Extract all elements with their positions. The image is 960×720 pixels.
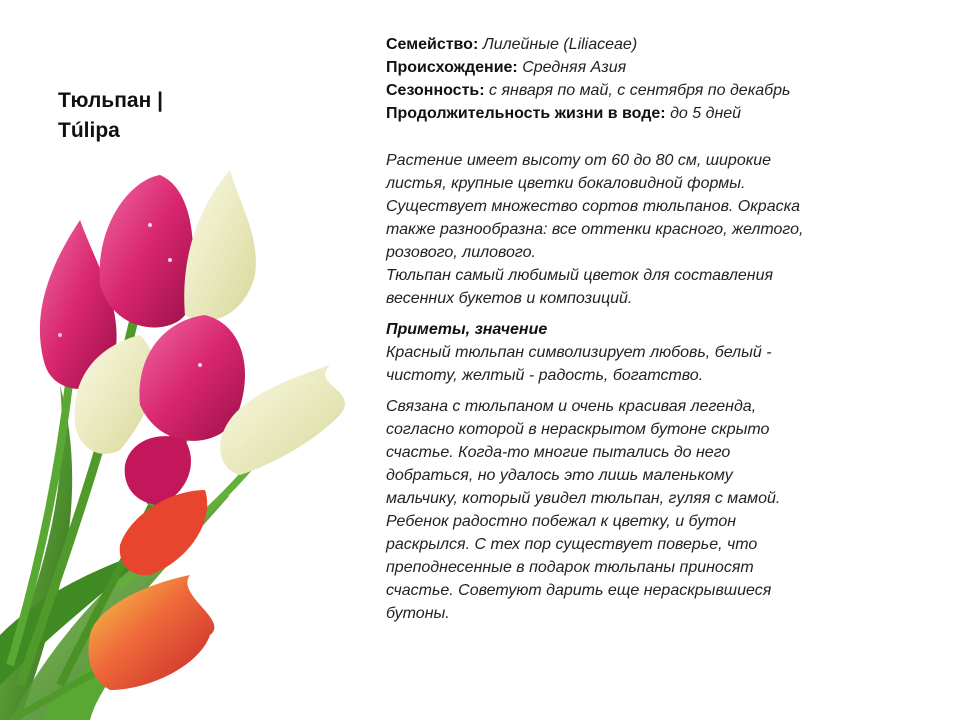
dew-drop — [168, 258, 172, 262]
text-line: чистоту, желтый - радость, богатство. — [386, 367, 704, 384]
text-line: счастье. Когда-то многие пытались до него — [386, 444, 731, 461]
description-block — [386, 33, 946, 625]
fact-origin — [386, 56, 946, 79]
text-line: Существует множество сортов тюльпанов. Окраска — [386, 198, 801, 215]
fact-label: Продолжительность жизни в воде: — [386, 105, 666, 122]
title-line-1: Тюльпан | — [58, 89, 163, 112]
text-line: листья, крупные цветки бокаловидной формы. — [386, 175, 746, 192]
title-line-2: Túlipa — [58, 119, 120, 142]
signs-heading: Приметы, значение — [386, 321, 548, 338]
red-tulip-middle — [120, 490, 207, 575]
slide-title — [58, 86, 163, 146]
fact-vase-life — [386, 102, 946, 125]
dew-drop — [198, 363, 202, 367]
pink-tulip-top — [100, 175, 193, 327]
fact-value: до 5 дней — [670, 105, 742, 122]
text-line: мальчику, который увидел тюльпан, гуляя с мамой. — [386, 490, 781, 507]
description-paragraph — [386, 149, 946, 310]
meaning-paragraph — [386, 341, 946, 387]
legend-paragraph — [386, 395, 946, 625]
text-line: Тюльпан самый любимый цветок для составления — [386, 267, 774, 284]
text-line: счастье. Советуют дарить еще нераскрывшиеся — [386, 582, 772, 599]
text-line: Растение имеет высоту от 60 до 80 см, широкие — [386, 152, 772, 169]
fact-value: Лилейные (Liliaceae) — [482, 36, 638, 53]
fact-label: Сезонность: — [386, 82, 485, 99]
fact-label: Семейство: — [386, 36, 479, 53]
dew-drop — [58, 333, 62, 337]
text-line: преподнесенные в подарок тюльпаны приносят — [386, 559, 754, 576]
fact-value: Средняя Азия — [522, 59, 627, 76]
text-line: Связана с тюльпаном и очень красивая легенда, — [386, 398, 757, 415]
dew-drop — [148, 223, 152, 227]
fact-family — [386, 33, 946, 56]
text-line: розового, лилового. — [386, 244, 536, 261]
fact-label: Происхождение: — [386, 59, 518, 76]
text-line: раскрылся. С тех пор существует поверье, что — [386, 536, 758, 553]
text-line: добраться, но удалось это лишь маленькому — [386, 467, 733, 484]
text-line: бутоны. — [386, 605, 450, 622]
text-line: также разнообразна: все оттенки красного, желтого, — [386, 221, 804, 238]
fact-season — [386, 79, 946, 102]
text-line: Ребенок радостно побежал к цветку, и бутон — [386, 513, 737, 530]
tulip-bouquet-image — [0, 165, 370, 720]
text-line: согласно которой в нераскрытом бутоне скрыто — [386, 421, 770, 438]
fact-value: с января по май, с сентября по декабрь — [489, 82, 791, 99]
cream-tulip-top — [184, 170, 256, 321]
text-line: весенних букетов и композиций. — [386, 290, 633, 307]
text-line: Красный тюльпан символизирует любовь, белый - — [386, 344, 772, 361]
